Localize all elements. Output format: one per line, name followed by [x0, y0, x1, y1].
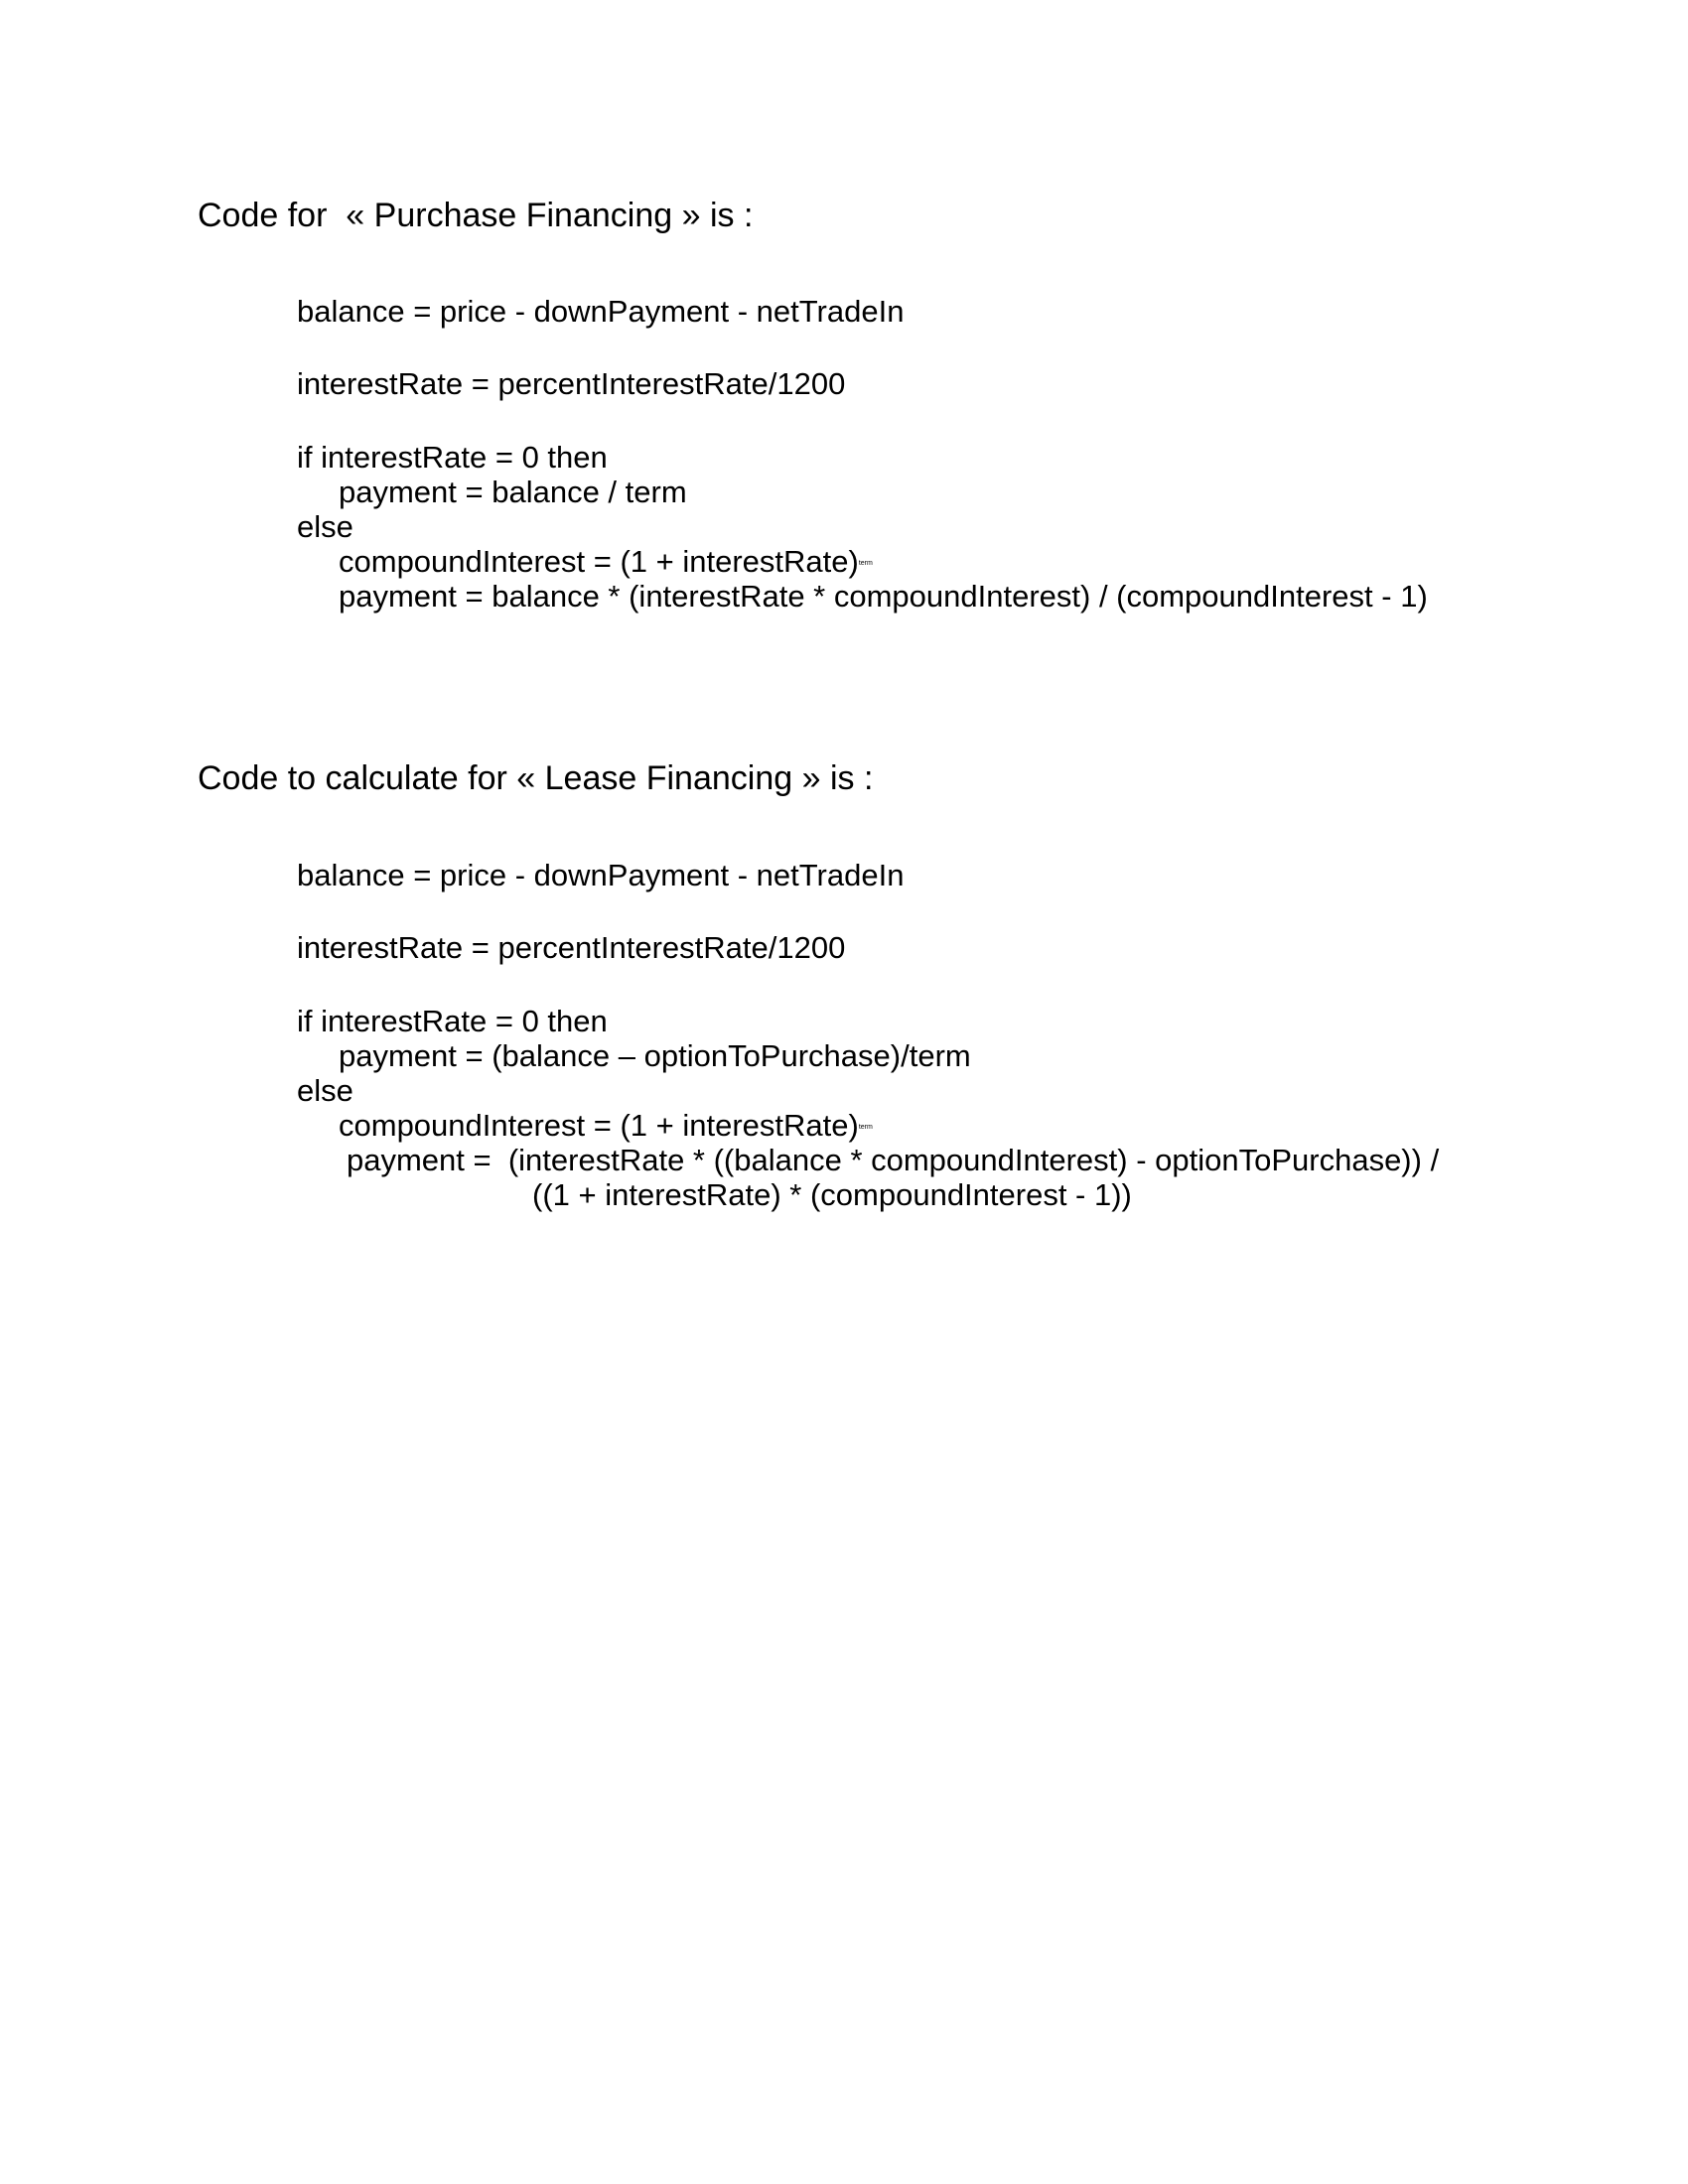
lease-payment-formula-continuation: ((1 + interestRate) * (compoundInterest - 1)) [532, 1177, 1132, 1212]
purchase-compound-interest-text: compoundInterest = (1 + interestRate) [339, 544, 859, 579]
purchase-interest-rate-line: interestRate = percentInterestRate/1200 [297, 366, 846, 401]
purchase-if-line: if interestRate = 0 then [297, 440, 608, 475]
purchase-financing-heading: Code for « Purchase Financing » is : [198, 197, 754, 234]
purchase-compound-interest-line [339, 544, 873, 580]
lease-payment-formula-line: payment = (interestRate * ((balance * compoundInterest) - optionToPurchase)) / [347, 1143, 1440, 1177]
lease-interest-rate-line: interestRate = percentInterestRate/1200 [297, 930, 846, 965]
lease-compound-interest-line [339, 1108, 873, 1144]
purchase-else-line: else [297, 509, 353, 544]
lease-balance-line: balance = price - downPayment - netTradeIn [297, 858, 905, 892]
purchase-balance-line: balance = price - downPayment - netTradeIn [297, 294, 905, 329]
lease-payment-zero-line: payment = (balance – optionToPurchase)/term [339, 1038, 971, 1073]
purchase-payment-formula-line: payment = balance * (interestRate * compoundInterest) / (compoundInterest - 1) [339, 579, 1428, 614]
lease-financing-heading: Code to calculate for « Lease Financing » is : [198, 759, 874, 797]
lease-exponent-term: term [858, 1124, 873, 1131]
purchase-exponent-term: term [858, 560, 873, 567]
lease-compound-interest-text: compoundInterest = (1 + interestRate) [339, 1108, 859, 1143]
lease-else-line: else [297, 1073, 353, 1108]
purchase-payment-zero-line: payment = balance / term [339, 475, 687, 509]
lease-if-line: if interestRate = 0 then [297, 1004, 608, 1038]
